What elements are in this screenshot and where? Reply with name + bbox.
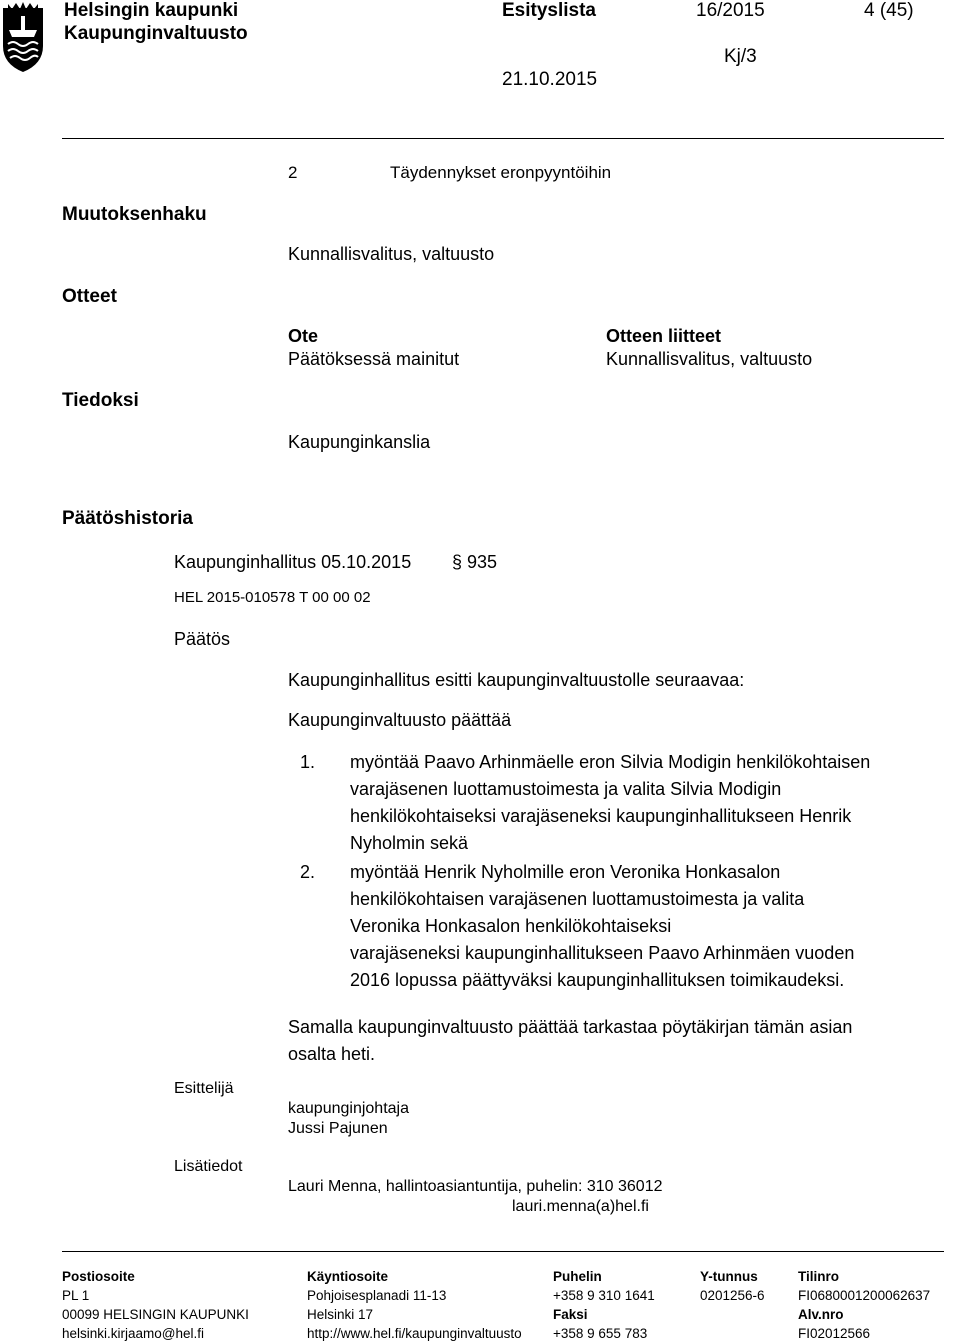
label-otteet: Otteet	[62, 286, 117, 307]
footer-email[interactable]: helsinki.kirjaamo@hel.fi	[62, 1326, 205, 1341]
list-item-2-line: myöntää Henrik Nyholmille eron Veronika Honkasalon	[350, 862, 781, 882]
helsinki-crest-logo	[0, 0, 46, 74]
header-meeting-no: 16/2015	[696, 0, 765, 21]
footer-divider	[62, 1251, 944, 1252]
footer-value: Helsinki 17	[307, 1307, 374, 1322]
header-body: Kaupunginvaltuusto	[64, 23, 248, 44]
liitteet-heading: Otteen liitteet	[606, 326, 722, 346]
footer-value: Pohjoisesplanadi 11-13	[307, 1288, 447, 1303]
list-item-2-line: varajäseneksi kaupunginhallitukseen Paavo Arhinmäen vuoden	[350, 943, 855, 963]
footer-subheading: Alv.nro	[798, 1307, 844, 1322]
footer-subheading: Faksi	[553, 1307, 588, 1322]
contact-email[interactable]: lauri.menna(a)hel.fi	[512, 1198, 649, 1215]
list-item-1-line: varajäsenen luottamustoimesta ja valita Silvia Modigin	[350, 779, 782, 799]
label-tiedoksi: Tiedoksi	[62, 390, 139, 411]
footer-heading: Puhelin	[553, 1269, 602, 1284]
history-section-number: 935	[467, 552, 498, 572]
list-number-1: 1.	[300, 752, 316, 772]
history-section: § 935	[452, 552, 498, 572]
header-doc-type: Esityslista	[502, 0, 596, 21]
footer-heading: Postiosoite	[62, 1269, 135, 1284]
label-muutoksenhaku: Muutoksenhaku	[62, 204, 207, 225]
history-ref: Kaupunginhallitus 05.10.2015	[174, 552, 412, 572]
liitteet-value: Kunnallisvalitus, valtuusto	[606, 349, 813, 369]
ote-heading: Ote	[288, 326, 319, 346]
label-paatoshistoria: Päätöshistoria	[62, 508, 193, 529]
footer-website-link[interactable]: http://www.hel.fi/kaupunginvaltuusto	[307, 1326, 522, 1341]
footer-value: FI02012566	[798, 1326, 871, 1341]
list-item-2-line: henkilökohtaisen varajäsenen luottamustoimesta ja valita	[350, 889, 805, 909]
footer-heading: Y-tunnus	[700, 1269, 758, 1284]
footer-value: 00099 HELSINGIN KAUPUNKI	[62, 1307, 249, 1322]
header-date: 21.10.2015	[502, 69, 598, 90]
list-item-1-line: myöntää Paavo Arhinmäelle eron Silvia Modigin henkilökohtaisen	[350, 752, 871, 772]
footer-value: +358 9 310 1641	[553, 1288, 655, 1303]
list-item-1-line: Nyholmin sekä	[350, 833, 469, 853]
label-paatos: Päätös	[174, 629, 231, 649]
list-item-2-line: Veronika Honkasalon henkilökohtaiseksi	[350, 916, 672, 936]
header-item-code: Kj/3	[724, 46, 757, 67]
list-number-2: 2.	[300, 862, 316, 882]
contact-line: Lauri Menna, hallintoasiantuntija, puhelin: 310 36012	[288, 1178, 663, 1195]
footer-value: +358 9 655 783	[553, 1326, 648, 1341]
footer-heading: Tilinro	[798, 1269, 840, 1284]
footer-value: 0201256-6	[700, 1288, 765, 1303]
decision-intro: Kaupunginhallitus esitti kaupunginvaltuustolle seuraavaa:	[288, 670, 745, 690]
footer-value: FI0680001200062637	[798, 1288, 931, 1303]
item-title: Täydennykset eronpyyntöihin	[390, 163, 612, 182]
list-item-1	[350, 749, 950, 857]
list-item-1-line: henkilökohtaiseksi varajäseneksi kaupunginhallitukseen Henrik	[350, 806, 852, 826]
header-page: 4 (45)	[864, 0, 914, 21]
appeal-value: Kunnallisvalitus, valtuusto	[288, 244, 495, 264]
footer-heading: Käyntiosoite	[307, 1269, 389, 1284]
presenter-name: Jussi Pajunen	[288, 1120, 388, 1137]
list-item-2-line: 2016 lopussa päättyväksi kaupunginhallituksen toimikaudeksi.	[350, 970, 845, 990]
header-divider	[62, 138, 944, 139]
list-item-2	[350, 859, 950, 994]
history-diary-number: HEL 2015-010578 T 00 00 02	[174, 589, 371, 606]
info-recipient: Kaupunginkanslia	[288, 432, 431, 452]
label-lisatiedot: Lisätiedot	[174, 1158, 243, 1175]
item-number: 2	[288, 163, 298, 182]
footer-value: PL 1	[62, 1288, 90, 1303]
closing-line-1: Samalla kaupunginvaltuusto päättää tarkastaa pöytäkirjan tämän asian	[288, 1017, 853, 1037]
label-esittelija: Esittelijä	[174, 1080, 234, 1097]
decision-resolve: Kaupunginvaltuusto päättää	[288, 710, 512, 730]
header-org: Helsingin kaupunki	[64, 0, 239, 21]
ote-value: Päätöksessä mainitut	[288, 349, 460, 369]
closing-line-2: osalta heti.	[288, 1044, 376, 1064]
footer-col-business-id	[700, 1267, 765, 1305]
presenter-title: kaupunginjohtaja	[288, 1100, 409, 1117]
